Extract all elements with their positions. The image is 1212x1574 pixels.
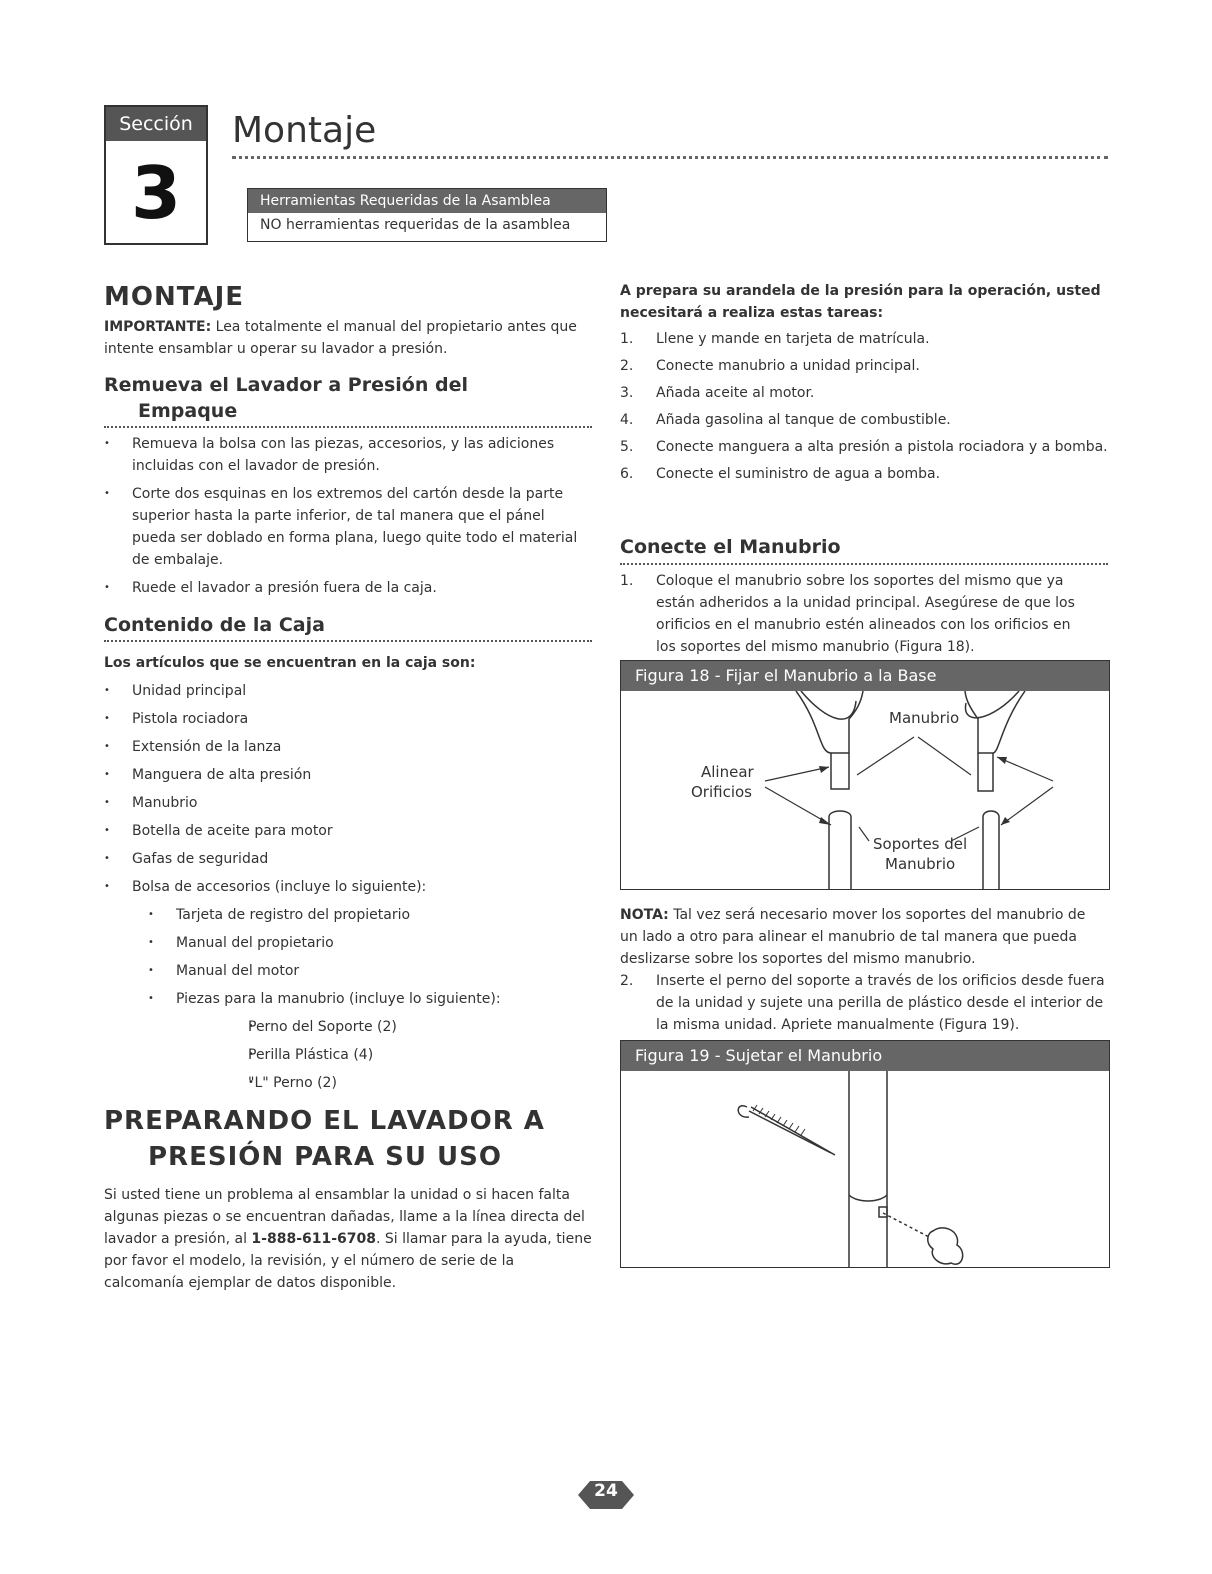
remove-heading-line1: Remueva el Lavador a Presión del [104, 374, 468, 396]
label-alinear: Alinear [701, 763, 754, 781]
tools-header: Herramientas Requeridas de la Asamblea [248, 189, 606, 213]
contents-heading-rule [104, 640, 592, 642]
list-item: 1. Llene y mande en tarjeta de matrícula. [620, 331, 930, 347]
figure-19-title: Figura 19 - Sujetar el Manubrio [621, 1041, 1109, 1071]
list-item: • Perilla Plástica (4) [176, 1041, 397, 1069]
list-item: 2. Conecte manubrio a unidad principal. [620, 358, 920, 374]
page-number: 24 [594, 1481, 618, 1501]
importante-paragraph [104, 316, 590, 360]
contents-heading: Contenido de la Caja [104, 614, 325, 636]
prep-paragraph [104, 1184, 592, 1294]
step-2 [620, 970, 1106, 1041]
page-title: Montaje [232, 110, 377, 151]
label-soportes-2: Manubrio [885, 855, 956, 873]
prep-heading-line1: PREPARANDO EL LAVADOR A [104, 1106, 545, 1136]
figure-18 [620, 660, 1110, 890]
label-manubrio: Manubrio [889, 709, 960, 727]
section-label: Sección [106, 107, 206, 141]
list-item: • Ruede el lavador a presión fuera de la caja. [104, 577, 592, 599]
list-item: • Pistola rociadora [104, 705, 426, 733]
remove-list [104, 433, 592, 605]
tools-box [247, 188, 607, 242]
bag-list [148, 901, 501, 1013]
figure-19-diagram [621, 1071, 1109, 1267]
figure-18-title: Figura 18 - Fijar el Manubrio a la Base [621, 661, 1109, 691]
section-badge [104, 105, 208, 245]
list-item: 2. Inserte el perno del soporte a través de los orificios desde fuera de la unidad y sujete una perilla de plástico desde el interior de la misma unidad. Apriete manualmente (Figura 19). [620, 973, 1105, 1033]
importante-text: Lea totalmente el manual del propietario antes que intente ensamblar u operar su lavador a presión. [104, 319, 577, 357]
list-item: • Perno del Soporte (2) [176, 1013, 397, 1041]
list-item: • Tarjeta de registro del propietario [148, 901, 501, 929]
prep-text-1: Si usted tiene un problema al ensamblar la unidad o si hacen falta algunas piezas o se encuentran dañadas, llame a la línea directa del lavador a presión, al [104, 1187, 585, 1247]
nota-text: Tal vez será necesario mover los soportes del manubrio de un lado a otro para alinear el manubrio de tal manera que pueda deslizarse sobre los soportes del mismo manubrio. [620, 907, 1086, 967]
list-item: • Manual del motor [148, 957, 501, 985]
title-divider [232, 156, 1108, 159]
figure-19 [620, 1040, 1110, 1268]
list-item: • Unidad principal [104, 677, 426, 705]
prep-heading-line2: PRESIÓN PARA SU USO [148, 1142, 502, 1172]
tasks-intro: A prepara su arandela de la presión para la operación, usted necesitará a realiza estas tareas: [620, 283, 1101, 321]
prep-text-2: . Si llamar para la ayuda, tiene por favor el modelo, la revisión, y el número de serie de la calcomanía ejemplar de datos disponible. [104, 1231, 592, 1291]
list-item: 1. Coloque el manubrio sobre los soportes del mismo que ya están adheridos a la unidad principal. Asegúrese de que los orificios en el manubrio estén alineados con los orificios en los soportes del mismo manubrio (Figura 18). [620, 573, 1075, 655]
list-item: 3. Añada aceite al motor. [620, 385, 815, 401]
importante-label: IMPORTANTE: [104, 319, 212, 335]
list-item: 5. Conecte manguera a alta presión a pistola rociadora y a bomba. [620, 439, 1108, 455]
list-item: • Gafas de seguridad [104, 845, 426, 873]
list-item: • Manual del propietario [148, 929, 501, 957]
nota-paragraph [620, 904, 1106, 970]
label-orificios: Orificios [691, 783, 752, 801]
step-1 [620, 570, 1092, 663]
list-item: • Remueva la bolsa con las piezas, accesorios, y las adiciones incluidas con el lavador de presión. [104, 433, 592, 477]
hotline-phone: 1-888-611-6708 [251, 1231, 377, 1247]
list-item: • Corte dos esquinas en los extremos del cartón desde la parte superior hasta la parte inferior, de tal manera que el pánel pueda ser doblado en forma plana, luego quite todo el material de embalaje. [104, 483, 592, 571]
remove-heading-line2: Empaque [138, 400, 238, 422]
label-soportes: Soportes del [873, 835, 968, 853]
list-item: • Extensión de la lanza [104, 733, 426, 761]
list-item: • Manguera de alta presión [104, 761, 426, 789]
montaje-heading: MONTAJE [104, 282, 245, 312]
list-item: 6. Conecte el suministro de agua a bomba. [620, 466, 941, 482]
list-item: • "L" Perno (2) [176, 1069, 397, 1097]
section-number: 3 [130, 151, 182, 235]
list-item: • Piezas para la manubrio (incluye lo siguiente): [148, 985, 501, 1013]
contents-intro: Los artículos que se encuentran en la caja son: [104, 655, 476, 671]
handle-heading-rule [620, 563, 1108, 565]
contents-list [104, 677, 426, 901]
nota-label: NOTA: [620, 907, 669, 923]
parts-list [176, 1013, 397, 1097]
tasks-list [620, 328, 1108, 490]
handle-heading: Conecte el Manubrio [620, 536, 841, 558]
list-item: 4. Añada gasolina al tanque de combustible. [620, 412, 951, 428]
tools-text: NO herramientas requeridas de la asamblea [260, 217, 571, 233]
figure-18-diagram [621, 691, 1109, 889]
list-item: • Manubrio [104, 789, 426, 817]
list-item: • Bolsa de accesorios (incluye lo siguiente): [104, 873, 426, 901]
remove-heading-rule [104, 426, 592, 428]
list-item: • Botella de aceite para motor [104, 817, 426, 845]
